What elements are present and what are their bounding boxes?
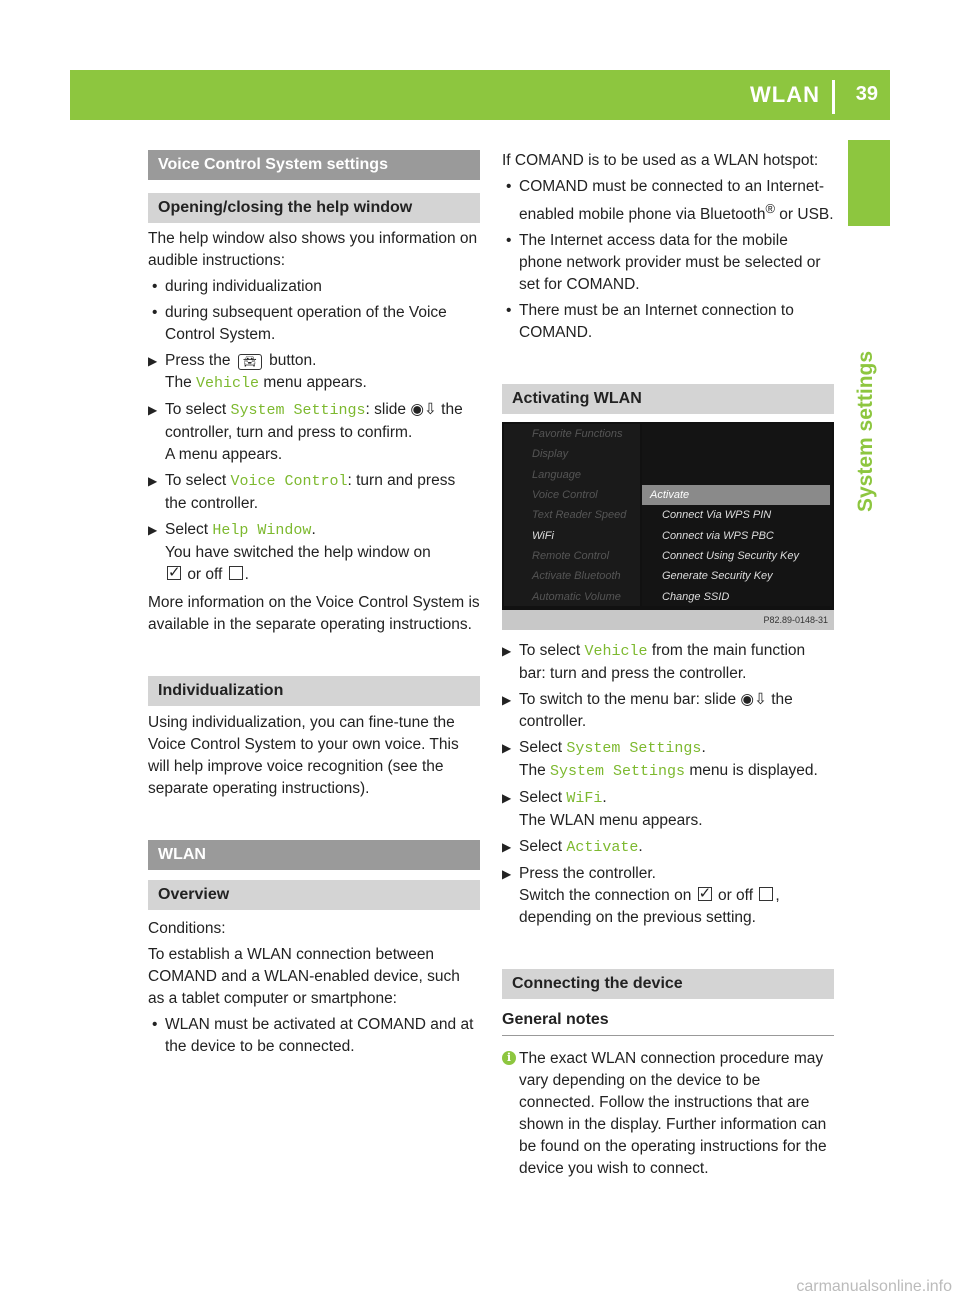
step-text: menu appears. (263, 374, 367, 391)
step-text: To select (165, 472, 227, 489)
checkbox-empty-icon (759, 887, 773, 901)
vehicle-button-icon: 🚘︎ (238, 354, 262, 370)
info-icon: i (502, 1051, 516, 1065)
heading-individualization: Individualization (148, 676, 480, 706)
instruction-step (502, 787, 834, 832)
step-text: , (775, 887, 780, 905)
bullet-item: • during subsequent operation of the Voice Control System. (148, 302, 480, 346)
screen-menu-item: Activate Bluetooth (532, 570, 621, 583)
step-text: Select (519, 739, 563, 757)
instruction-step (502, 689, 834, 733)
screen-menu-item: Automatic Volume (532, 590, 621, 603)
help-more-info: More information on the Voice Control System is available in the separate operating instructions. (148, 594, 480, 633)
menu-ref-vehicle: Vehicle (196, 375, 260, 392)
heading-help-window: Opening/closing the help window (148, 193, 480, 223)
page-header-bar (70, 70, 890, 120)
screen-menu-item: Text Reader Speed (532, 509, 627, 522)
instruction-step (502, 737, 834, 783)
chapter-label-wrap (848, 236, 890, 516)
step-text: Select (519, 789, 563, 807)
step-text: Press the controller. (519, 865, 656, 883)
heading-connecting-device: Connecting the device (502, 969, 834, 999)
instruction-step (148, 350, 480, 395)
step-text: To select (519, 642, 581, 660)
menu-ref-vehicle: Vehicle (584, 643, 648, 661)
step-arrow-icon: ▶ (502, 741, 512, 756)
menu-ref-system-settings: System Settings (566, 740, 702, 758)
step-text: To select (165, 401, 227, 418)
instruction-step (148, 399, 480, 466)
note-text: The exact WLAN connection procedure may vary depending on the device to be connected. Follow the instructions that are shown in the display. Further information can be found on the operating instructions for the device you wish to connect. (519, 1050, 827, 1178)
chapter-sidebar (848, 140, 890, 1182)
step-arrow-icon: ▶ (502, 693, 512, 708)
hotspot-intro: If COMAND is to be used as a WLAN hotspot: (502, 152, 819, 169)
comand-screen-image (502, 422, 834, 630)
chapter-tab-marker (848, 140, 890, 226)
menu-ref-system-settings: System Settings (230, 402, 366, 419)
step-text: : turn and press the controller. (165, 472, 456, 512)
instruction-step (148, 470, 480, 515)
heading-overview: Overview (148, 880, 480, 910)
screen-menu-item-selected: WiFi (532, 529, 554, 542)
step-text: : slide (365, 401, 407, 418)
instruction-step (502, 640, 834, 685)
step-text: from the main function bar: turn and press the controller. (519, 642, 806, 683)
screen-left-menu (504, 424, 640, 606)
step-arrow-icon: ▶ (148, 354, 158, 368)
conditions-label: Conditions: (148, 920, 226, 937)
image-code: P82.89-0148-31 (763, 615, 828, 626)
page-number: 39 (855, 83, 878, 105)
screen-submenu-item: Change SSID (662, 590, 730, 603)
step-text: button. (269, 352, 317, 369)
screen-submenu-item: Connect Via WPS PIN (662, 509, 772, 522)
step-arrow-icon: ▶ (502, 840, 512, 855)
step-arrow-icon: ▶ (148, 403, 158, 417)
watermark: carmanualsonline.info (796, 1278, 952, 1295)
step-text: . (244, 566, 249, 583)
step-arrow-icon: ▶ (148, 523, 158, 537)
step-text: To switch to the menu bar: slide (519, 691, 737, 709)
image-caption (502, 610, 834, 630)
screen-menu-item: Display (532, 448, 569, 461)
screen-menu-item: Voice Control (532, 489, 598, 502)
bullet-item: • during individualization (148, 276, 480, 298)
step-text: the controller, turn and press to confirm. (165, 401, 463, 441)
bullet-item (502, 176, 834, 226)
right-column (502, 150, 834, 1180)
step-text: You have switched the help window on (165, 544, 431, 561)
left-column (148, 150, 480, 1062)
step-text: . (602, 789, 607, 807)
help-intro: The help window also shows you information on audible instructions: (148, 230, 478, 269)
step-text: The (519, 762, 546, 780)
heading-activating-wlan: Activating WLAN (502, 384, 834, 414)
step-text: The (165, 374, 192, 391)
header-divider (832, 80, 835, 114)
screen-submenu-item: Connect via WPS PBC (662, 529, 774, 542)
step-text: menu is displayed. (689, 762, 818, 780)
conditions-text: To establish a WLAN connection between COMAND and a WLAN-enabled device, such as a tablet computer or smartphone: (148, 946, 460, 1007)
screen-submenu-item: Connect Using Security Key (662, 550, 799, 563)
step-text: . (311, 521, 316, 538)
screen-submenu-item: Generate Security Key (662, 570, 773, 583)
step-text: . (701, 739, 706, 757)
step-text: Select (165, 521, 209, 538)
controller-slide-down-icon: ◉⇩ (410, 401, 437, 418)
subheading-general-notes: General notes (502, 1009, 834, 1036)
step-text: or off (717, 887, 754, 905)
screen-menu-item: Favorite Functions (532, 428, 623, 441)
step-text: depending on the previous setting. (519, 909, 756, 927)
controller-slide-down-icon: ◉⇩ (740, 691, 767, 709)
screen-submenu-item-highlighted: Activate (642, 485, 830, 505)
instruction-step (148, 519, 480, 586)
checkbox-checked-icon (698, 887, 712, 901)
step-text: A menu appears. (165, 446, 283, 463)
screen-menu-item: Language (532, 468, 581, 481)
step-text: . (638, 838, 643, 856)
bullet-item: • The Internet access data for the mobile phone network provider must be selected or set for COMAND. (502, 230, 834, 296)
step-text: or off (187, 566, 223, 583)
info-note (502, 1048, 834, 1180)
menu-ref-activate: Activate (566, 839, 639, 857)
instruction-step (502, 863, 834, 929)
step-text: the controller. (519, 691, 793, 731)
step-arrow-icon: ▶ (502, 644, 512, 659)
heading-voice-control-settings: Voice Control System settings (148, 150, 480, 180)
screen-menu-item: Remote Control (532, 549, 610, 562)
step-text: Switch the connection on (519, 887, 692, 905)
menu-ref-voice-control: Voice Control (230, 473, 348, 490)
individualization-text: Using individualization, you can fine-tune the Voice Control System to your own voice. This will help improve voice recognition (see the separate operating instructions). (148, 714, 459, 797)
menu-ref-wifi: WiFi (566, 790, 603, 808)
heading-wlan: WLAN (148, 840, 480, 870)
instruction-step (502, 836, 834, 859)
bullet-item: • WLAN must be activated at COMAND and at the device to be connected. (148, 1014, 480, 1058)
step-text: Press the (165, 352, 231, 369)
checkbox-empty-icon (229, 566, 243, 580)
menu-ref-system-settings: System Settings (550, 763, 686, 781)
step-text: The WLAN menu appears. (519, 812, 703, 830)
registered-mark: ® (765, 201, 775, 216)
step-arrow-icon: ▶ (502, 867, 512, 882)
chapter-label: System settings (854, 350, 877, 512)
screen-right-menu (642, 424, 832, 606)
bullet-text: or USB. (779, 206, 834, 224)
bullet-text: COMAND must be connected to an Internet-enabled mobile phone via Bluetooth (519, 178, 824, 224)
step-arrow-icon: ▶ (502, 791, 512, 806)
bullet-item: • There must be an Internet connection to COMAND. (502, 300, 834, 344)
menu-ref-help-window: Help Window (212, 522, 312, 539)
checkbox-checked-icon (167, 566, 181, 580)
step-text: Select (519, 838, 563, 856)
section-title: WLAN (750, 82, 820, 107)
step-arrow-icon: ▶ (148, 474, 158, 488)
